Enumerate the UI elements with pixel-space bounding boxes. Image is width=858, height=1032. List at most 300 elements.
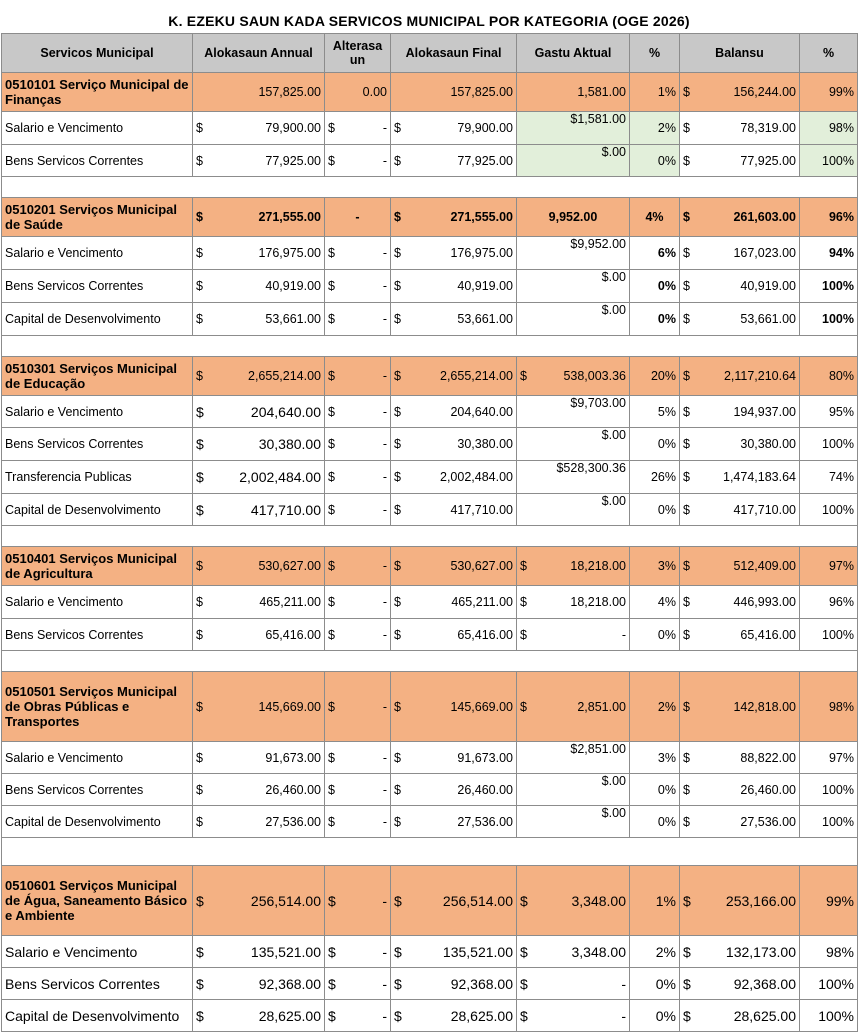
alokasaun-annual-value: 91,673.00 xyxy=(265,750,321,765)
currency-symbol: $ xyxy=(520,892,528,909)
table-row xyxy=(2,742,858,774)
gastu-aktual-value: 3,348.00 xyxy=(571,892,626,909)
alokasaun-final xyxy=(391,357,517,396)
alokasaun-annual-value: 157,825.00 xyxy=(258,85,321,99)
alokasaun-final xyxy=(391,866,517,936)
pct: 2% xyxy=(630,112,680,145)
gastu-aktual: $.00 xyxy=(517,145,630,177)
gastu-aktual-value: - xyxy=(621,975,626,992)
pct2: 99% xyxy=(800,866,858,936)
currency-symbol: $ xyxy=(520,595,527,609)
alterasaun xyxy=(325,672,391,742)
table-row xyxy=(2,494,858,526)
alterasaun: 0.00 xyxy=(325,73,391,112)
currency-symbol: $ xyxy=(394,699,401,714)
alokasaun-annual xyxy=(193,73,325,112)
pct2: 100% xyxy=(800,428,858,461)
alokasaun-final-value: 77,925.00 xyxy=(457,153,513,168)
currency-symbol: $ xyxy=(683,279,690,293)
currency-symbol: $ xyxy=(394,502,401,517)
alokasaun-annual-value: 256,514.00 xyxy=(250,892,321,909)
pct: 0% xyxy=(630,968,680,1000)
currency-symbol: $ xyxy=(394,121,401,135)
alterasaun xyxy=(325,866,391,936)
alterasaun xyxy=(325,396,391,428)
currency-symbol: $ xyxy=(196,1007,204,1024)
currency-symbol: $ xyxy=(683,814,690,829)
currency-symbol: $ xyxy=(520,699,527,714)
alokasaun-annual xyxy=(193,461,325,494)
alterasaun-value: - xyxy=(382,153,387,168)
currency-symbol: $ xyxy=(328,627,335,642)
alterasaun xyxy=(325,145,391,177)
alokasaun-annual-value: 135,521.00 xyxy=(250,943,321,960)
currency-symbol: $ xyxy=(328,1007,336,1024)
currency-symbol: $ xyxy=(394,559,401,573)
currency-symbol: $ xyxy=(328,502,335,517)
table-row xyxy=(2,968,858,1000)
gastu-aktual: $.00 xyxy=(517,270,630,303)
balansu-value: 253,166.00 xyxy=(725,892,796,909)
pct2: 100% xyxy=(800,494,858,526)
alokasaun-final xyxy=(391,145,517,177)
category-row xyxy=(2,73,858,112)
category-row xyxy=(2,198,858,237)
gastu-aktual xyxy=(517,547,630,586)
alterasaun-value: - xyxy=(382,437,387,451)
balansu xyxy=(680,586,800,619)
currency-symbol: $ xyxy=(328,595,335,609)
spacer-cell xyxy=(2,526,858,547)
currency-symbol: $ xyxy=(683,595,690,609)
pct2: 100% xyxy=(800,806,858,838)
gastu-aktual-value: - xyxy=(621,627,626,642)
alokasaun-annual xyxy=(193,494,325,526)
currency-symbol: $ xyxy=(683,559,690,573)
balansu-value: 53,661.00 xyxy=(740,312,796,326)
currency-symbol: $ xyxy=(394,404,401,419)
currency-symbol: $ xyxy=(196,943,204,960)
pct2: 100% xyxy=(800,968,858,1000)
currency-symbol: $ xyxy=(328,404,335,419)
table-row xyxy=(2,619,858,651)
alokasaun-final-value: 91,673.00 xyxy=(457,750,513,765)
currency-symbol: $ xyxy=(520,943,528,960)
currency-symbol: $ xyxy=(394,437,401,451)
alterasaun xyxy=(325,270,391,303)
alokasaun-annual-value: 26,460.00 xyxy=(265,782,321,797)
currency-symbol: $ xyxy=(683,699,690,714)
category-name: 0510101 Serviço Municipal de Finanças xyxy=(2,73,193,112)
alterasaun-value: - xyxy=(382,470,387,484)
pct: 20% xyxy=(630,357,680,396)
alokasaun-annual-value: 30,380.00 xyxy=(258,436,321,452)
balansu xyxy=(680,936,800,968)
pct: 1% xyxy=(630,73,680,112)
currency-symbol: $ xyxy=(394,210,401,224)
alterasaun-value: - xyxy=(382,312,387,326)
currency-symbol: $ xyxy=(196,975,204,992)
alokasaun-final-value: 176,975.00 xyxy=(450,246,513,260)
balansu-value: 446,993.00 xyxy=(733,595,796,609)
category-name: 0510201 Serviços Municipal de Saúde xyxy=(2,198,193,237)
currency-symbol: $ xyxy=(683,943,691,960)
currency-symbol: $ xyxy=(328,559,335,573)
alokasaun-final-value: 135,521.00 xyxy=(442,943,513,960)
alokasaun-annual xyxy=(193,357,325,396)
currency-symbol: $ xyxy=(520,975,528,992)
pct2: 97% xyxy=(800,742,858,774)
alokasaun-final-value: 79,900.00 xyxy=(457,121,513,135)
pct2: 98% xyxy=(800,672,858,742)
currency-symbol: $ xyxy=(328,312,335,326)
currency-symbol: $ xyxy=(394,312,401,326)
spacer-row xyxy=(2,336,858,357)
alterasaun xyxy=(325,303,391,336)
row-name: Bens Servicos Correntes xyxy=(2,270,193,303)
header-servicos: Servicos Municipal xyxy=(2,34,193,73)
balansu xyxy=(680,73,800,112)
row-name: Salario e Vencimento xyxy=(2,742,193,774)
pct2: 80% xyxy=(800,357,858,396)
alterasaun xyxy=(325,237,391,270)
row-name: Transferencia Publicas xyxy=(2,461,193,494)
currency-symbol: $ xyxy=(328,437,335,451)
currency-symbol: $ xyxy=(683,627,690,642)
currency-symbol: $ xyxy=(328,246,335,260)
header-balansu: Balansu xyxy=(680,34,800,73)
currency-symbol: $ xyxy=(196,782,203,797)
row-name: Salario e Vencimento xyxy=(2,396,193,428)
alokasaun-annual xyxy=(193,270,325,303)
table-row xyxy=(2,270,858,303)
balansu-value: 1,474,183.64 xyxy=(723,470,796,484)
pct: 0% xyxy=(630,1000,680,1032)
gastu-aktual: $9,703.00 xyxy=(517,396,630,428)
alokasaun-annual xyxy=(193,145,325,177)
gastu-aktual: $.00 xyxy=(517,494,630,526)
pct: 1% xyxy=(630,866,680,936)
pct2: 96% xyxy=(800,198,858,237)
pct: 0% xyxy=(630,145,680,177)
table-row xyxy=(2,112,858,145)
alokasaun-final xyxy=(391,270,517,303)
row-name: Bens Servicos Correntes xyxy=(2,428,193,461)
alterasaun-value: - xyxy=(382,559,387,573)
row-name: Capital de Desenvolvimento xyxy=(2,303,193,336)
alterasaun xyxy=(325,936,391,968)
balansu-value: 512,409.00 xyxy=(733,559,796,573)
currency-symbol: $ xyxy=(394,814,401,829)
balansu xyxy=(680,1000,800,1032)
gastu-aktual: $9,952.00 xyxy=(517,237,630,270)
alokasaun-final-value: 417,710.00 xyxy=(450,502,513,517)
alterasaun xyxy=(325,428,391,461)
currency-symbol: $ xyxy=(328,121,335,135)
gastu-aktual: $.00 xyxy=(517,428,630,461)
alokasaun-annual-value: 53,661.00 xyxy=(265,312,321,326)
currency-symbol: $ xyxy=(328,470,335,484)
alokasaun-annual xyxy=(193,303,325,336)
currency-symbol: $ xyxy=(328,153,335,168)
alokasaun-annual xyxy=(193,968,325,1000)
alokasaun-final-value: 530,627.00 xyxy=(450,559,513,573)
gastu-aktual: $.00 xyxy=(517,806,630,838)
table-row xyxy=(2,774,858,806)
pct: 4% xyxy=(630,198,680,237)
row-name: Bens Servicos Correntes xyxy=(2,619,193,651)
alokasaun-final-value: 27,536.00 xyxy=(457,814,513,829)
currency-symbol: $ xyxy=(328,279,335,293)
alokasaun-annual-value: 417,710.00 xyxy=(250,501,321,518)
alokasaun-annual xyxy=(193,396,325,428)
alokasaun-final-value: 2,002,484.00 xyxy=(440,470,513,484)
balansu xyxy=(680,806,800,838)
alokasaun-final xyxy=(391,461,517,494)
currency-symbol: $ xyxy=(328,782,335,797)
pct2: 98% xyxy=(800,112,858,145)
balansu xyxy=(680,461,800,494)
pct: 3% xyxy=(630,742,680,774)
balansu xyxy=(680,428,800,461)
balansu-value: 40,919.00 xyxy=(740,279,796,293)
alokasaun-final-value: 30,380.00 xyxy=(457,437,513,451)
balansu xyxy=(680,112,800,145)
balansu-value: 88,822.00 xyxy=(740,750,796,765)
currency-symbol: $ xyxy=(683,312,690,326)
currency-symbol: $ xyxy=(196,750,203,765)
pct2: 96% xyxy=(800,586,858,619)
balansu xyxy=(680,396,800,428)
alokasaun-annual xyxy=(193,237,325,270)
alterasaun-value: - xyxy=(382,750,387,765)
pct: 4% xyxy=(630,586,680,619)
balansu-value: 78,319.00 xyxy=(740,121,796,135)
currency-symbol: $ xyxy=(394,975,402,992)
spacer-cell xyxy=(2,177,858,198)
gastu-aktual: 1,581.00 xyxy=(517,73,630,112)
pct: 3% xyxy=(630,547,680,586)
currency-symbol: $ xyxy=(328,699,335,714)
currency-symbol: $ xyxy=(394,279,401,293)
currency-symbol: $ xyxy=(683,502,690,517)
alokasaun-final xyxy=(391,73,517,112)
currency-symbol: $ xyxy=(196,436,204,452)
alokasaun-final xyxy=(391,396,517,428)
currency-symbol: $ xyxy=(196,501,204,518)
currency-symbol: $ xyxy=(196,279,203,293)
pct: 0% xyxy=(630,494,680,526)
currency-symbol: $ xyxy=(683,404,690,419)
currency-symbol: $ xyxy=(394,892,402,909)
alokasaun-final-value: 204,640.00 xyxy=(450,404,513,419)
alterasaun xyxy=(325,494,391,526)
currency-symbol: $ xyxy=(683,153,690,168)
alokasaun-final xyxy=(391,428,517,461)
gastu-aktual: $1,581.00 xyxy=(517,112,630,145)
alterasaun-value: - xyxy=(382,279,387,293)
alterasaun xyxy=(325,357,391,396)
gastu-aktual xyxy=(517,357,630,396)
category-name: 0510501 Serviços Municipal de Obras Públicas e Transportes xyxy=(2,672,193,742)
table-row xyxy=(2,237,858,270)
alokasaun-annual-value: 530,627.00 xyxy=(258,559,321,573)
alokasaun-annual-value: 176,975.00 xyxy=(258,246,321,260)
pct2: 74% xyxy=(800,461,858,494)
alterasaun xyxy=(325,1000,391,1032)
alterasaun: - xyxy=(325,198,391,237)
pct2: 100% xyxy=(800,303,858,336)
currency-symbol: $ xyxy=(394,1007,402,1024)
pct: 0% xyxy=(630,774,680,806)
row-name: Bens Servicos Correntes xyxy=(2,968,193,1000)
alterasaun-value: - xyxy=(382,627,387,642)
alterasaun xyxy=(325,619,391,651)
alokasaun-annual xyxy=(193,866,325,936)
alokasaun-final xyxy=(391,586,517,619)
currency-symbol: $ xyxy=(196,210,203,224)
pct: 0% xyxy=(630,806,680,838)
gastu-aktual: $528,300.36 xyxy=(517,461,630,494)
pct: 5% xyxy=(630,396,680,428)
currency-symbol: $ xyxy=(196,699,203,714)
alokasaun-annual-value: 2,655,214.00 xyxy=(248,369,321,383)
gastu-aktual-value: 18,218.00 xyxy=(570,559,626,573)
row-name: Salario e Vencimento xyxy=(2,586,193,619)
row-name: Capital de Desenvolvimento xyxy=(2,494,193,526)
balansu-value: 28,625.00 xyxy=(733,1007,796,1024)
row-name: Salario e Vencimento xyxy=(2,112,193,145)
row-name: Bens Servicos Correntes xyxy=(2,145,193,177)
balansu xyxy=(680,547,800,586)
currency-symbol: $ xyxy=(328,892,336,909)
header-alokasaun-final: Alokasaun Final xyxy=(391,34,517,73)
header-gastu-aktual: Gastu Aktual xyxy=(517,34,630,73)
pct2: 95% xyxy=(800,396,858,428)
gastu-aktual xyxy=(517,936,630,968)
currency-symbol: $ xyxy=(394,470,401,484)
alokasaun-annual xyxy=(193,198,325,237)
category-row xyxy=(2,547,858,586)
balansu xyxy=(680,619,800,651)
spacer-cell xyxy=(2,651,858,672)
category-name: 0510401 Serviços Municipal de Agricultura xyxy=(2,547,193,586)
gastu-aktual: $2,851.00 xyxy=(517,742,630,774)
gastu-aktual xyxy=(517,672,630,742)
currency-symbol: $ xyxy=(683,246,690,260)
header-alterasaun: Alterasa un xyxy=(325,34,391,73)
pct: 2% xyxy=(630,672,680,742)
currency-symbol: $ xyxy=(683,210,690,224)
gastu-aktual-value: 18,218.00 xyxy=(570,595,626,609)
budget-table xyxy=(1,33,858,1032)
currency-symbol: $ xyxy=(328,975,336,992)
currency-symbol: $ xyxy=(520,627,527,642)
alokasaun-final-value: 26,460.00 xyxy=(457,782,513,797)
alokasaun-final xyxy=(391,806,517,838)
currency-symbol: $ xyxy=(394,595,401,609)
alterasaun-value: - xyxy=(382,892,387,909)
pct: 0% xyxy=(630,619,680,651)
balansu-value: 167,023.00 xyxy=(733,246,796,260)
currency-symbol: $ xyxy=(683,121,690,135)
currency-symbol: $ xyxy=(196,246,203,260)
alterasaun-value: - xyxy=(382,404,387,419)
currency-symbol: $ xyxy=(683,750,690,765)
currency-symbol: $ xyxy=(394,943,402,960)
alokasaun-annual xyxy=(193,774,325,806)
pct2: 97% xyxy=(800,547,858,586)
currency-symbol: $ xyxy=(328,369,335,383)
currency-symbol: $ xyxy=(683,1007,691,1024)
currency-symbol: $ xyxy=(196,559,203,573)
gastu-aktual-value: - xyxy=(621,1007,626,1024)
alterasaun-value: - xyxy=(382,595,387,609)
alokasaun-annual xyxy=(193,112,325,145)
alokasaun-annual-value: 77,925.00 xyxy=(265,153,321,168)
category-name: 0510601 Serviços Municipal de Água, Saneamento Básico e Ambiente xyxy=(2,866,193,936)
balansu-value: 132,173.00 xyxy=(725,943,796,960)
pct: 6% xyxy=(630,237,680,270)
header-row xyxy=(2,34,858,73)
currency-symbol: $ xyxy=(683,85,690,99)
pct2: 100% xyxy=(800,145,858,177)
balansu-value: 142,818.00 xyxy=(733,699,796,714)
currency-symbol: $ xyxy=(196,403,204,420)
pct2: 94% xyxy=(800,237,858,270)
alokasaun-annual-value: 465,211.00 xyxy=(259,595,321,609)
alokasaun-annual xyxy=(193,547,325,586)
currency-symbol: $ xyxy=(196,153,203,168)
currency-symbol: $ xyxy=(196,892,204,909)
balansu-value: 26,460.00 xyxy=(740,782,796,797)
balansu-value: 194,937.00 xyxy=(733,404,796,419)
alokasaun-annual xyxy=(193,806,325,838)
currency-symbol: $ xyxy=(394,782,401,797)
alokasaun-final xyxy=(391,303,517,336)
table-row xyxy=(2,428,858,461)
balansu xyxy=(680,357,800,396)
currency-symbol: $ xyxy=(328,750,335,765)
alokasaun-annual-value: 40,919.00 xyxy=(265,279,321,293)
alokasaun-annual xyxy=(193,742,325,774)
header-alokasaun-annual: Alokasaun Annual xyxy=(193,34,325,73)
currency-symbol: $ xyxy=(328,814,335,829)
currency-symbol: $ xyxy=(683,975,691,992)
alokasaun-final xyxy=(391,774,517,806)
alokasaun-final xyxy=(391,547,517,586)
category-row xyxy=(2,672,858,742)
alokasaun-annual-value: 92,368.00 xyxy=(258,975,321,992)
category-row xyxy=(2,866,858,936)
alokasaun-annual-value: 65,416.00 xyxy=(265,627,321,642)
pct2: 100% xyxy=(800,774,858,806)
currency-symbol: $ xyxy=(196,369,203,383)
gastu-aktual-value: 2,851.00 xyxy=(577,699,626,714)
alokasaun-final-value: 256,514.00 xyxy=(442,892,513,909)
currency-symbol: $ xyxy=(196,814,203,829)
alokasaun-final-value: 40,919.00 xyxy=(457,279,513,293)
alterasaun-value: - xyxy=(382,699,387,714)
table-row xyxy=(2,586,858,619)
header-pct: % xyxy=(630,34,680,73)
alterasaun xyxy=(325,806,391,838)
table-row xyxy=(2,936,858,968)
gastu-aktual: $.00 xyxy=(517,774,630,806)
alterasaun-value: - xyxy=(382,782,387,797)
alokasaun-final xyxy=(391,198,517,237)
alokasaun-final-value: 65,416.00 xyxy=(457,627,513,642)
